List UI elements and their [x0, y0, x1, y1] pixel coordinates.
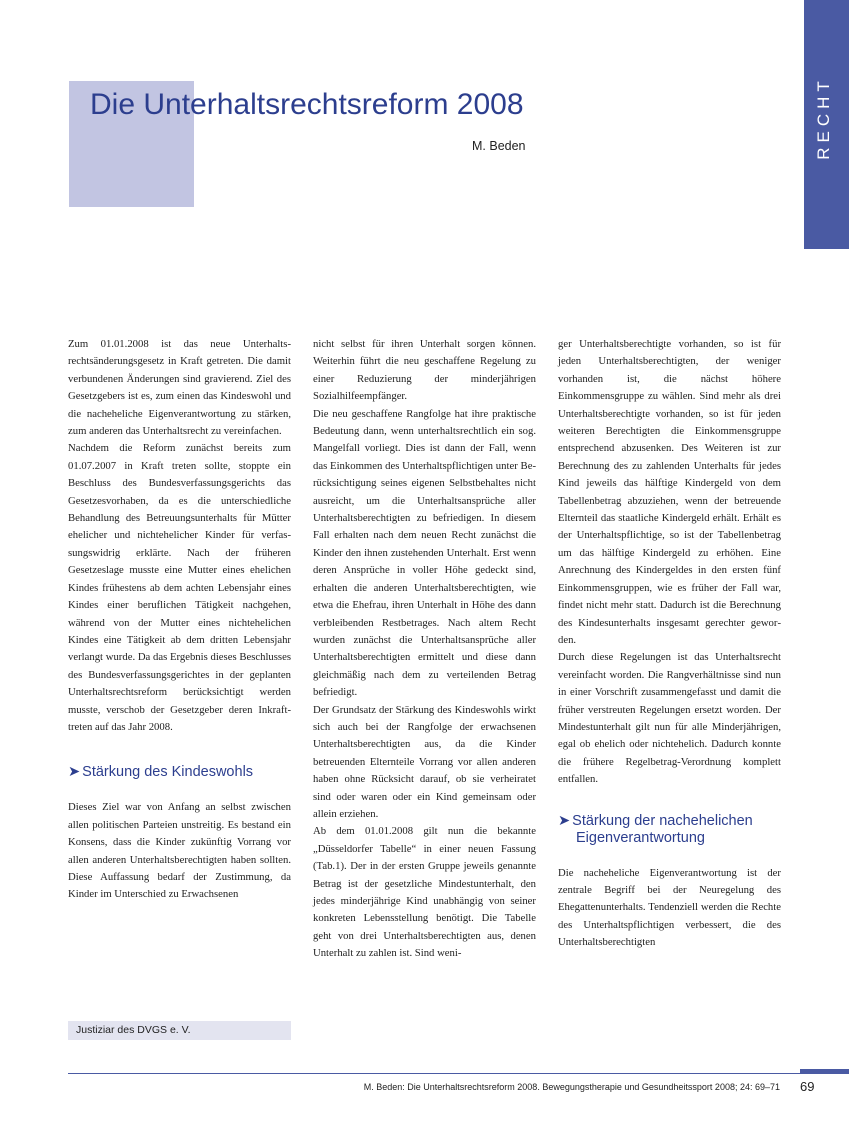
footer-rule — [68, 1073, 849, 1074]
section-tab-label: RECHT — [814, 76, 833, 160]
paragraph: Ab dem 01.01.2008 gilt nun die bekannte „Düsseldorfer Tabelle“ in einer neuen Fassung (Tab.1). Der in der ersten Gruppe jeweils genannte Betrag ist der gesetzliche Mindestunterhalt, den jedes minderjährige Kind unabhängig von seiner konkreten Lebensstellung benötigt. Die Tabelle geht von drei Unterhaltsberechtigten aus, denen Unterhalt zu zahlen ist. Sind weni- — [313, 825, 536, 960]
paragraph: ger Unterhaltsberechtigte vorhanden, so ist für jeden Unterhaltsberechtigten, der weniger vorhanden ist, die nächst höhere Einkommensgruppe zu wählen. Sind mehr als drei Unterhaltsberechtigte vorhanden, so ist für jeden weiteren Berechtigten die Einkommensgruppe entsprechend abzusenken. Des Weiteren ist zur Berechnung des zu zahlenden Unterhalts für jedes Kind jeweils das hälftige Kindergeld von dem Tabellenbetrag abzuziehen, wenn der betreuende Elternteil das staatliche Kindergeld erhält. Erhält es der Unterhaltspflichtige, so ist der Tabellenbetrag um das hälftige Kindergeld zu erhöhen. Eine Anrechnung des Kindergeldes in den ersten fünf Einkommensgruppen, wie es früher der Fall war, findet nicht mehr statt. Dadurch ist die Berechnung des Kindesunterhalts insgesamt gerechter geworden. — [558, 338, 781, 646]
paragraph: Durch diese Regelungen ist das Unterhaltsrecht vereinfacht worden. Die Rangverhältnisse sind nun in einer Vorschrift zusammengefasst und damit die früher verstreuten Regelungen ersetzt worden. Der Mindestunterhalt gilt nun für alle Minderjährigen, egal ob ehelich oder nichtehelich. Dadurch konnte die frühere Regelbetrag-Verordnung komplett entfallen. — [558, 651, 781, 786]
paragraph: Die nacheheliche Eigenverantwortung ist der zentrale Begriff bei der Neuregelung des Ehegattenunterhalts. Tendenziell werden die Rechte des Unterhaltspflichtigen verbessert, die des Unterhaltsberechtigten — [558, 866, 781, 949]
section-heading-text: Stärkung der nachehelichen — [572, 812, 753, 829]
arrow-bullet-icon: ➤ — [558, 812, 571, 829]
section-heading — [558, 813, 781, 847]
author-affiliation: Justiziar des DVGS e. V. — [68, 1021, 291, 1040]
arrow-bullet-icon: ➤ — [68, 764, 81, 781]
article-author: M. Beden — [472, 139, 526, 153]
section-heading-text: Eigenverantwortung — [576, 829, 705, 846]
footer-rule-accent — [800, 1069, 849, 1074]
paragraph: Die neu geschaffene Rangfolge hat ihre praktische Bedeutung dann, wenn unterhaltsrechtlich ein sog. Mangelfall vorliegt. Dies ist dann der Fall, wenn das Einkommen des Unterhaltspflichtigen unter Berücksichtigung seines eigenen Selbstbehaltes nicht ausreicht, um die Unterhaltsansprüche aller Unterhaltsberechtigten zu befriedigen. In diesem Fall erhalten nach dem neuen Recht zunächst die Kinder den ihnen zustehenden Unterhalt. Erst wenn deren Ansprüche in voller Höhe gedeckt sind, erhalten die anderen Unterhaltsberechtigten, wie etwa die Ehefrau, ihren Unterhalt in Höhe des dann verbleibenden Restbetrages. Nach altem Recht wurden zunächst die Unterhaltsansprüche aller Unterhaltsberechtigten ermittelt und diese dann gleichmäßig nach dem zu verteilenden Betrag befriedigt. — [313, 407, 536, 699]
section-heading — [68, 764, 291, 781]
paragraph: Zum 01.01.2008 ist das neue Unterhaltsrechtsänderungsgesetz in Kraft getreten. Die damit verbundenen Änderungen sind gravierend. Ziel des Gesetzgebers ist es, zum einen das Kindeswohl und die nacheheliche Eigenverantwortung zu stärken, zum anderen das Unterhaltsrecht zu vereinfachen. — [68, 338, 291, 438]
paragraph: Nachdem die Reform zunächst bereits zum 01.07.2007 in Kraft treten sollte, stoppte ein Beschluss des Bundesverfassungsgerichts das Gesetzesvorhaben, da es die unterschiedliche Behandlung des Betreuungsunterhalts für Mütter ehelicher und nichtehelicher Kinder für verfassungswidrig erklärte. Nach der früheren Gesetzeslage musste eine Mutter eines ehelichen Kindes frühestens ab dem achten Lebensjahr eines Kindes einer beruflichen Tätigkeit nachgehen, während von der Mutter eines nichtehelichen Kindes eine Tätigkeit ab dem dritten Lebensjahr verlangt wurde. Da das Ergebnis dieses Beschlusses des Bundesverfassungsgerichtes in der geplanten Unterhaltsrechtsreform berücksichtigt werden musste, verschob der Gesetzgeber deren Inkrafttreten auf das Jahr 2008. — [68, 442, 291, 733]
text-column-3 — [558, 336, 781, 952]
paragraph: Dieses Ziel war von Anfang an selbst zwischen allen politischen Parteien unstreitig. Es bestand ein Konsens, dass die Kinder zukünftig Vorrang vor allen anderen Unterhaltsberechtigten haben sollten. Diese Auffassung bedarf der Zustimmung, da Kinder im Unterschied zu Erwachsenen — [68, 801, 291, 901]
page-number: 69 — [800, 1079, 815, 1094]
paragraph: nicht selbst für ihren Unterhalt sorgen können. Weiterhin führt die neu geschaffene Regelung zu einer Reduzierung der minderjährigen Sozialhilfeempfänger. — [313, 338, 536, 403]
text-column-1 — [68, 336, 291, 904]
paragraph: Der Grundsatz der Stärkung des Kindeswohls wirkt sich auch bei der Rangfolge der erwachsenen Unterhaltsberechtigten aus, da die Kinder betreuenden Elternteile Vorrang vor allen anderen haben ohne Rücksicht darauf, ob sie verheiratet sind oder waren oder ein Kind gemeinsam oder allein erziehen. — [313, 703, 536, 820]
text-column-2 — [313, 336, 536, 963]
footer-citation: M. Beden: Die Unterhaltsrechtsreform 2008. Bewegungstherapie und Gesundheitssport 2008; 24: 69–71 — [363, 1082, 780, 1092]
section-heading-text: Stärkung des Kindeswohls — [82, 764, 254, 781]
article-title: Die Unterhaltsrechtsreform 2008 — [90, 88, 524, 121]
